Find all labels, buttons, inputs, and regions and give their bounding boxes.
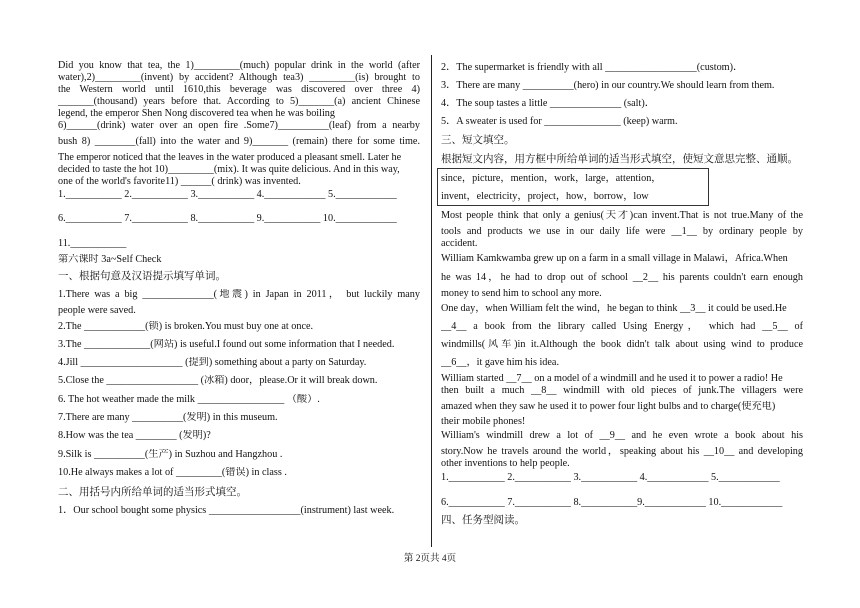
passage-line: money to send him to school any more. [441, 288, 602, 299]
passage-line: amazed when they saw he used it to power four light bulbs and to charge(使充电) [441, 401, 776, 412]
section-title: 一、根据句意及汉语提示填写单词。 [58, 270, 226, 282]
answer-blanks: 6.___________ 7.___________ 8.___________9.____________ 10.____________ [441, 497, 783, 508]
passage-line: One day，when William felt the wind，he began to think __3__ it could be used.He [441, 303, 787, 314]
exercise-item: 10.He always makes a lot of _________(错误) in class . [58, 467, 287, 478]
answer-blanks: 6.___________ 7.___________ 8.___________ 9.___________ 10.____________ [58, 213, 397, 224]
exercise-item: 2．The supermarket is friendly with all __________________(custom)． [441, 62, 744, 73]
exercise-item: 4.Jill ____________________ (提到) something about a party on Saturday. [58, 357, 367, 368]
exercise-item: 8.How was the tea ________ (发明)? [58, 430, 211, 441]
exercise-item: people were saved. [58, 305, 136, 316]
passage-line: one of the world's favorite11) ______( drink) was invented. [58, 176, 301, 187]
passage-line: decided to taste the hot 10)_________(mix). It was quite delicious. And in this way, [58, 164, 400, 175]
word-box-line: invent，electricity，project，how，borrow，low [441, 191, 649, 202]
passage-line: accident. [441, 238, 478, 249]
passage-line: Most people think that only a genius(天才)can invent.That is not true.Many of the [441, 210, 803, 221]
exercise-item: 9.Silk is __________(生产) in Suzhou and Hangzhou . [58, 449, 283, 460]
section-title: 二、用括号内所给单词的适当形式填空。 [58, 486, 247, 498]
passage-line: story.Now he travels around the world，speaking about his __10__ and developing [441, 446, 803, 457]
exercise-item: 1．Our school bought some physics __________________(instrument) last week. [58, 505, 395, 516]
passage-line: water),2)_________(invent) by accident? Although tea3) _________(is) brought to [58, 72, 420, 83]
passage-line: other inventions to help people. [441, 458, 570, 469]
passage-line: 6)______(drink) water over an open fire .Some7)__________(leaf) from a nearby [58, 120, 420, 131]
passage-line: The emperor noticed that the leaves in the water produced a pleasant smell. Later he [58, 152, 402, 163]
column-divider [431, 55, 432, 547]
passage-line: bush 8) ________(fall) into the water and 9)_______ (remain) there for some time. [58, 136, 420, 147]
passage-line: then built a much __8__ windmill with old pieces of junk.The villagers were [441, 385, 803, 396]
passage-line: tools and products we use in our daily life were __1__ by ordinary people by [441, 226, 803, 237]
passage-line: William's windmill drew a lot of __9__ and he even wrote a book about his [441, 430, 803, 441]
exercise-item: 2.The ____________(锁) is broken.You must buy one at once. [58, 321, 314, 332]
lesson-title: 第六课时 3a~Self Check [58, 254, 162, 265]
passage-line: the Western world until 1610,this beverage was discovered over three 4) [58, 84, 420, 95]
answer-blanks: 1.___________ 2.___________ 3.___________ 4.____________ 5.____________ [58, 189, 397, 200]
passage-line: he was 14，he had to drop out of school __2__ his parents couldn't earn enough [441, 272, 803, 283]
passage-line: their mobile phones! [441, 416, 526, 427]
section-instruction: 根据短文内容，用方框中所给单词的适当形式填空，使短文意思完整、通顺。 [441, 153, 798, 165]
exercise-item: 3.The _____________(网站) is useful.I found out some information that I needed. [58, 339, 395, 350]
passage-line: __4__ a book from the library called Using Energy， which had __5__ of [441, 321, 803, 332]
passage-line: legend, the emperor Shen Nong discovered tea when he was boiling [58, 108, 335, 119]
answer-blanks: 11.___________ [58, 238, 127, 249]
exercise-item: 7.There are many __________(发明) in this museum. [58, 412, 278, 423]
passage-line: Did you know that tea, the 1)_________(much) popular drink in the world (after [58, 60, 420, 71]
word-box [437, 168, 709, 206]
passage-line: windmills(风车)in it.Although the book didn't talk about using wind to produce [441, 339, 803, 350]
passage-line: William started __7__ on a model of a windmill and he used it to power a radio! He [441, 373, 783, 384]
passage-line: __6__，it gave him his idea. [441, 357, 559, 368]
exercise-item: 4．The soup tastes a little ______________ (salt)． [441, 98, 655, 109]
passage-line: William Kamkwamba grew up on a farm in a small village in Malawi，Africa.When [441, 253, 788, 264]
exercise-item: 1.There was a big ______________(地震) in Japan in 2011， but luckily many [58, 289, 420, 300]
section-title: 三、短文填空。 [441, 134, 515, 146]
exercise-item: 5．A sweater is used for _______________ (keep) warm. [441, 116, 678, 127]
page-footer: 第 2页共 4页 [403, 554, 457, 564]
exercise-item: 5.Close the __________________ (冰箱) door，please.Or it will break down. [58, 375, 378, 386]
answer-blanks: 1.___________ 2.___________ 3.___________ 4.____________ 5.____________ [441, 472, 780, 483]
exercise-item: 3．There are many __________(hero) in our country.We should learn from them. [441, 80, 775, 91]
word-box-line: since，picture，mention，work，large，attention， [441, 173, 662, 184]
exercise-item: 6. The hot weather made the milk _________________ （酸）. [58, 394, 320, 405]
section-title: 四、任务型阅读。 [441, 514, 525, 526]
passage-line: _______(thousand) years before that. According to 5)_______(a) ancient Chinese [58, 96, 420, 107]
